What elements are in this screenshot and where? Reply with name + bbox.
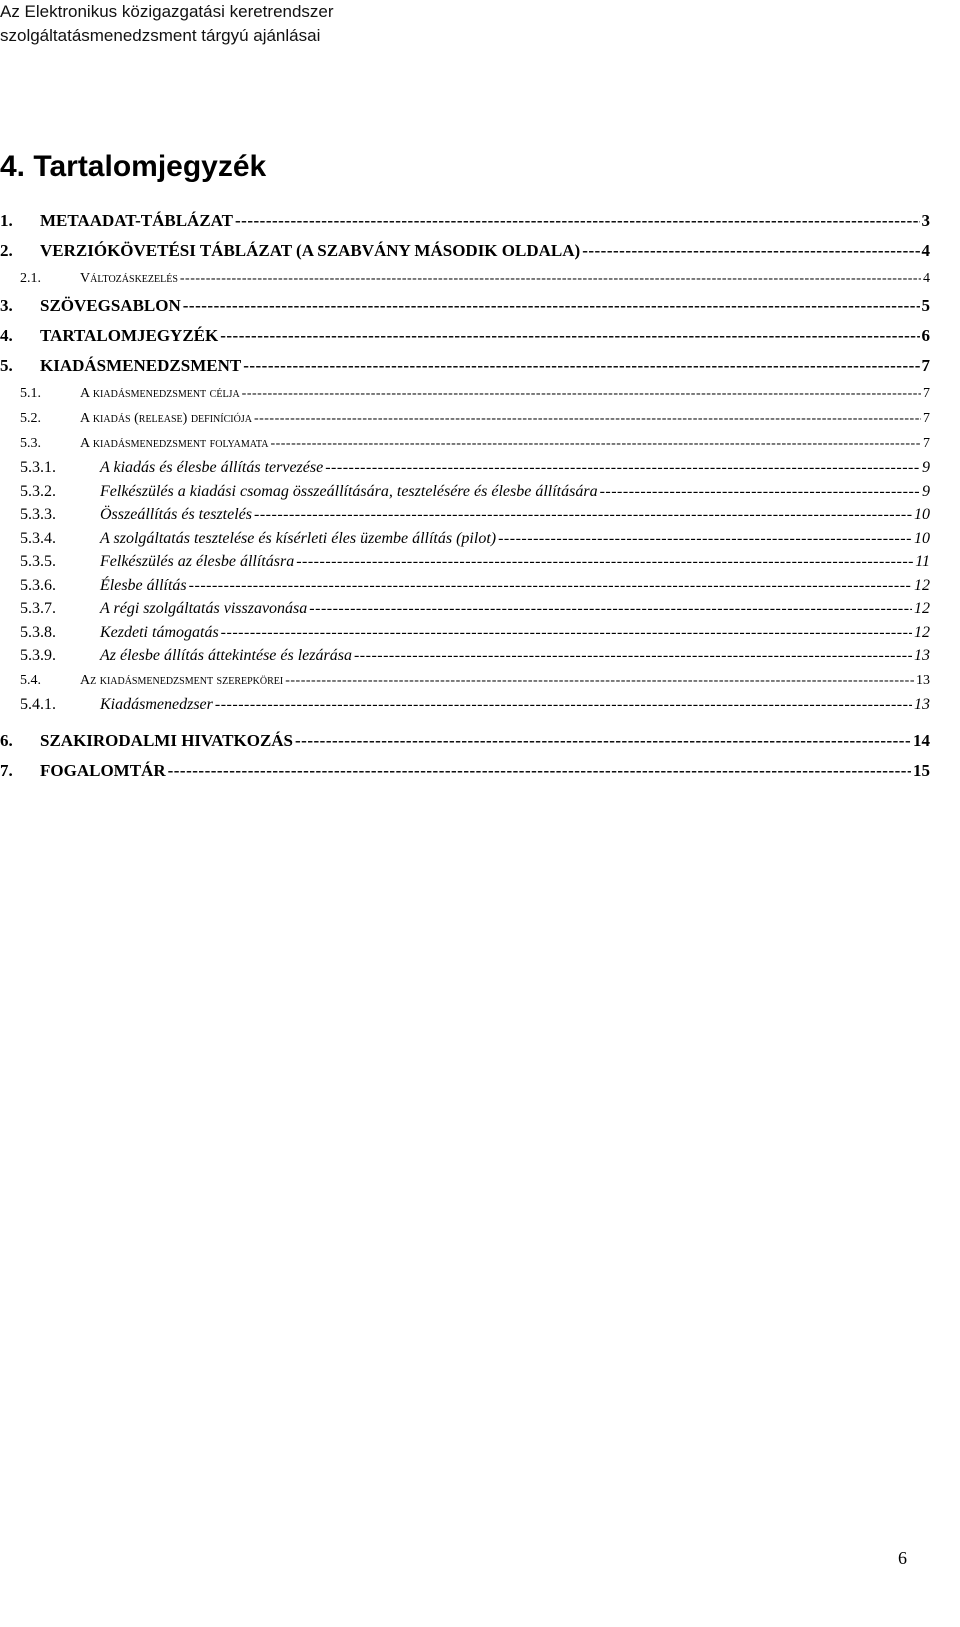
toc-leader: [296, 550, 913, 574]
toc-entry-title: Élesbe állítás: [100, 576, 187, 594]
toc-entry-page: 4: [923, 271, 930, 286]
toc-entry-5-3-7[interactable]: [0, 597, 930, 621]
toc-entry-title: Felkészülés az élesbe állításra: [100, 553, 295, 570]
toc-entry-number: 5.3.8.: [20, 623, 56, 641]
toc-entry-page: 12: [914, 576, 930, 594]
toc-entry-number: 5.: [0, 356, 13, 375]
header-line-2: szolgáltatásmenedzsment tárgyú ajánlásai: [0, 26, 321, 45]
toc-entry-title: Felkészülés a kiadási csomag összeállítására, tesztelésére és élesbe állítására: [100, 482, 598, 500]
toc-leader: [243, 351, 919, 381]
toc-leader: [183, 291, 920, 321]
toc-entry-title: TARTALOMJEGYZÉK: [40, 326, 219, 345]
toc-entry-5-3-6[interactable]: [0, 574, 930, 598]
toc-entry-page: 7: [923, 386, 930, 401]
toc-entry-number: 2.1.: [20, 271, 41, 286]
toc-entry-page: 13: [914, 647, 930, 664]
toc-entry-number: 5.3.7.: [20, 600, 56, 617]
toc-entry-page: 11: [915, 553, 930, 570]
toc-entry-title: Összeállítás és tesztelés: [100, 506, 252, 523]
toc-entry-5-2[interactable]: [0, 406, 930, 431]
table-of-contents: [0, 206, 930, 786]
toc-entry-4[interactable]: [0, 321, 930, 351]
toc-entry-number: 5.3.3.: [20, 506, 56, 523]
toc-entry-number: 5.4.1.: [20, 695, 56, 713]
toc-entry-page: 13: [914, 695, 930, 713]
toc-entry-number: 5.3.2.: [20, 482, 56, 500]
toc-entry-number: 3.: [0, 296, 13, 315]
toc-entry-2-1[interactable]: [0, 266, 930, 291]
toc-entry-number: 5.3.1.: [20, 459, 56, 476]
toc-entry-title: METAADAT-TÁBLÁZAT: [40, 211, 234, 230]
toc-entry-title: SZÖVEGSABLON: [40, 296, 181, 315]
toc-leader: [498, 527, 912, 551]
toc-entry-number: 5.3.9.: [20, 647, 56, 664]
toc-leader: [189, 574, 912, 598]
toc-leader: [242, 381, 921, 406]
toc-entry-page: 10: [914, 529, 930, 547]
toc-entry-number: 1.: [0, 211, 13, 230]
toc-entry-page: 4: [921, 241, 930, 260]
toc-leader: [180, 266, 921, 291]
toc-leader: [270, 431, 921, 456]
toc-entry-5-4-1[interactable]: [0, 693, 930, 717]
toc-entry-5-3-2[interactable]: [0, 480, 930, 504]
toc-entry-page: 9: [922, 482, 930, 500]
toc-entry-5-3-4[interactable]: [0, 527, 930, 551]
toc-entry-page: 7: [923, 411, 930, 426]
toc-entry-page: 7: [923, 436, 930, 451]
toc-entry-title: Az kiadásmenedzsment szerepkörei: [80, 672, 284, 688]
toc-leader: [215, 693, 912, 717]
toc-entry-number: 4.: [0, 326, 13, 345]
toc-entry-page: 5: [921, 296, 930, 315]
toc-leader: [220, 321, 919, 351]
toc-leader: [600, 480, 920, 504]
toc-entry-title: Kiadásmenedzser: [100, 695, 213, 713]
toc-entry-number: 5.4.: [20, 672, 41, 688]
toc-entry-title: SZAKIRODALMI HIVATKOZÁS: [40, 731, 294, 750]
toc-leader: [221, 621, 912, 645]
toc-entry-number: 2.: [0, 241, 13, 260]
toc-leader: [309, 597, 912, 621]
toc-leader: [325, 456, 920, 480]
toc-entry-page: 9: [922, 459, 930, 476]
toc-entry-5-3-5[interactable]: [0, 550, 930, 574]
toc-entry-title: VERZIÓKÖVETÉSI TÁBLÁZAT (A SZABVÁNY MÁSODIK OLDALA): [40, 241, 581, 260]
toc-entry-title: A szolgáltatás tesztelése és kísérleti éles üzembe állítás (pilot): [100, 529, 497, 547]
toc-entry-5-3[interactable]: [0, 431, 930, 456]
toc-entry-number: 5.3.: [20, 436, 41, 451]
toc-entry-5-3-9[interactable]: [0, 644, 930, 668]
toc-entry-title: Kezdeti támogatás: [100, 623, 219, 641]
toc-leader: [254, 406, 921, 431]
toc-entry-3[interactable]: [0, 291, 930, 321]
toc-entry-number: 5.2.: [20, 411, 41, 426]
header-line-1: Az Elektronikus közigazgatási keretrendszer: [0, 2, 334, 21]
toc-entry-number: 6.: [0, 731, 13, 750]
page-title: 4. Tartalomjegyzék: [0, 150, 267, 183]
toc-entry-title: A kiadásmenedzsment célja: [80, 386, 240, 401]
running-header: [0, 0, 334, 48]
toc-entry-page: 7: [921, 356, 930, 375]
toc-entry-page: 10: [914, 506, 930, 523]
toc-entry-title: A kiadás és élesbe állítás tervezése: [100, 459, 324, 476]
toc-entry-number: 5.3.5.: [20, 553, 56, 570]
toc-entry-2[interactable]: [0, 236, 930, 266]
spacer: [0, 716, 930, 726]
toc-leader: [582, 236, 919, 266]
toc-entry-page: 6: [921, 326, 930, 345]
toc-entry-number: 5.3.6.: [20, 576, 56, 594]
toc-entry-title: FOGALOMTÁR: [40, 761, 166, 780]
toc-entry-page: 3: [921, 211, 930, 230]
toc-entry-page: 13: [916, 672, 930, 688]
toc-entry-title: Az élesbe állítás áttekintése és lezárása: [100, 647, 352, 664]
toc-leader: [295, 726, 911, 756]
toc-entry-title: A kiadásmenedzsment folyamata: [80, 436, 269, 451]
toc-entry-6[interactable]: [0, 726, 930, 756]
toc-entry-title: KIADÁSMENEDZSMENT: [40, 356, 242, 375]
toc-leader: [235, 206, 919, 236]
toc-entry-5-1[interactable]: [0, 381, 930, 406]
toc-entry-5-3-8[interactable]: [0, 621, 930, 645]
toc-leader: [285, 668, 914, 693]
toc-entry-page: 14: [913, 731, 930, 750]
toc-entry-number: 5.3.4.: [20, 529, 56, 547]
toc-leader: [254, 503, 912, 527]
toc-leader: [168, 756, 911, 786]
toc-entry-1[interactable]: [0, 206, 930, 236]
toc-entry-title: A régi szolgáltatás visszavonása: [100, 600, 308, 617]
toc-entry-title: A kiadás (release) definíciója: [80, 411, 252, 426]
toc-entry-5-4[interactable]: [0, 668, 930, 693]
toc-entry-5-3-1[interactable]: [0, 456, 930, 480]
toc-entry-5-3-3[interactable]: [0, 503, 930, 527]
toc-entry-title: Változáskezelés: [80, 271, 178, 286]
toc-entry-page: 15: [913, 761, 930, 780]
toc-leader: [354, 644, 912, 668]
toc-entry-number: 7.: [0, 761, 13, 780]
toc-entry-5[interactable]: [0, 351, 930, 381]
toc-entry-page: 12: [914, 600, 930, 617]
toc-entry-7[interactable]: [0, 756, 930, 786]
toc-entry-page: 12: [914, 623, 930, 641]
page-number: 6: [898, 1548, 907, 1568]
toc-entry-number: 5.1.: [20, 386, 41, 401]
